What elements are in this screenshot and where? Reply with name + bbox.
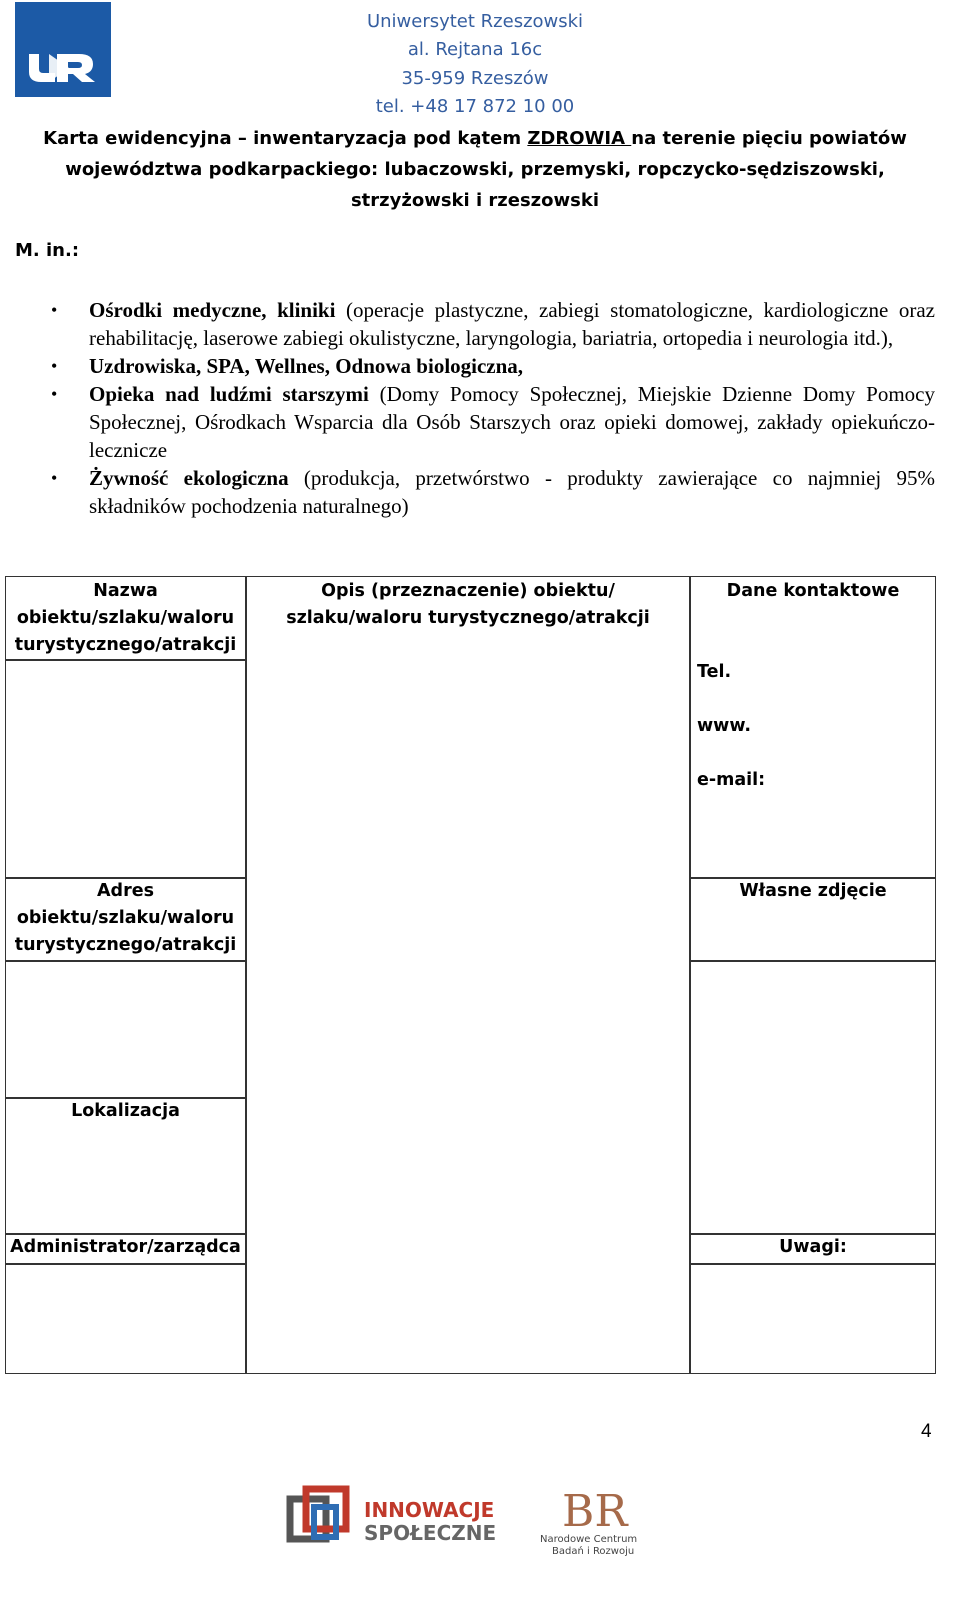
intro-label: M. in.:: [15, 240, 80, 261]
bullet-text: (Domy Pomocy Społecznej, Miejskie Dzienne Domy Pomocy Społecznej, Ośrodkach Wsparcia dla Osób Starszych oraz opieki domowej, zakłady opiekuńczo-lecznicze: [89, 382, 936, 462]
contact-email: e-mail:: [697, 770, 766, 790]
list-item: [0, 464, 935, 520]
svg-text:Badań i Rozwoju: Badań i Rozwoju: [552, 1546, 635, 1557]
list-item: [0, 352, 935, 380]
admin-label: Administrator/zarządca: [10, 1237, 241, 1257]
row-divider: [6, 960, 246, 962]
university-address: [0, 8, 960, 121]
university-street: al. Rejtana 16c: [407, 39, 543, 61]
bullet-bold: Opieka nad ludźmi starszymi: [89, 382, 369, 406]
title-part-2: na terenie pięciu powiatów województwa podkarpackiego: lubaczowski, przemyski, ropczycko-sędziszowski, strzyżowski i rzeszowski: [65, 128, 907, 211]
page-number: 4: [921, 1421, 932, 1442]
row-divider: [6, 1263, 246, 1265]
title-part-1: Karta ewidencyjna – inwentaryzacja pod kątem: [43, 128, 528, 149]
bullet-bold: Uzdrowiska, SPA, Wellnes, Odnowa biologiczna,: [89, 354, 524, 378]
photo-label: Własne zdjęcie: [739, 881, 887, 901]
registration-form: [5, 576, 936, 1374]
list-item: [0, 380, 935, 464]
notes-label: Uwagi:: [779, 1237, 847, 1257]
svg-text:INNOWACJE: INNOWACJE: [364, 1498, 495, 1522]
document-title: [20, 123, 930, 216]
bullet-text: (produkcja, przetwórstwo - produkty zawierające co najmniej 95% składników pochodzenia naturalnego): [89, 466, 935, 518]
bullet-bold: Żywność ekologiczna: [89, 466, 289, 490]
category-list: [0, 296, 935, 520]
university-name: Uniwersytet Rzeszowski: [366, 11, 584, 32]
name-label: Nazwa obiektu/szlaku/waloru turystycznego/atrakcji: [14, 581, 237, 655]
innowacje-spoleczne-logo: [288, 1485, 497, 1562]
name-input-area[interactable]: [6, 661, 245, 877]
university-city: 35-959 Rzeszów: [401, 67, 549, 89]
title-underlined: ZDROWIA: [527, 128, 632, 149]
contact-website: www.: [697, 716, 752, 736]
bullet-text: (operacje plastyczne, zabiegi stomatologiczne, kardiologiczne oraz rehabilitację, laserowe zabiegi okulistyczne, laryngologia, bariatria, ortopedia i neurologia itd.),: [89, 298, 935, 350]
address-label: Adres obiektu/szlaku/waloru turystycznego/atrakcji: [14, 881, 237, 955]
row-divider: [690, 1263, 936, 1265]
list-item: [0, 296, 935, 352]
description-input-area[interactable]: [246, 661, 689, 1373]
ncbr-logo: [540, 1486, 650, 1563]
location-label: Lokalizacja: [71, 1101, 180, 1121]
university-phone: tel. +48 17 872 10 00: [375, 95, 575, 117]
svg-text:Narodowe Centrum: Narodowe Centrum: [540, 1534, 638, 1545]
contact-label: Dane kontaktowe: [726, 581, 900, 601]
svg-text:SPOŁECZNE: SPOŁECZNE: [364, 1521, 497, 1545]
contact-phone: Tel.: [697, 662, 732, 682]
svg-text:BR: BR: [562, 1486, 628, 1537]
description-label: Opis (przeznaczenie) obiektu/ szlaku/waloru turystycznego/atrakcji: [286, 581, 650, 628]
row-divider: [690, 960, 936, 962]
bullet-bold: Ośrodki medyczne, kliniki: [89, 298, 336, 322]
